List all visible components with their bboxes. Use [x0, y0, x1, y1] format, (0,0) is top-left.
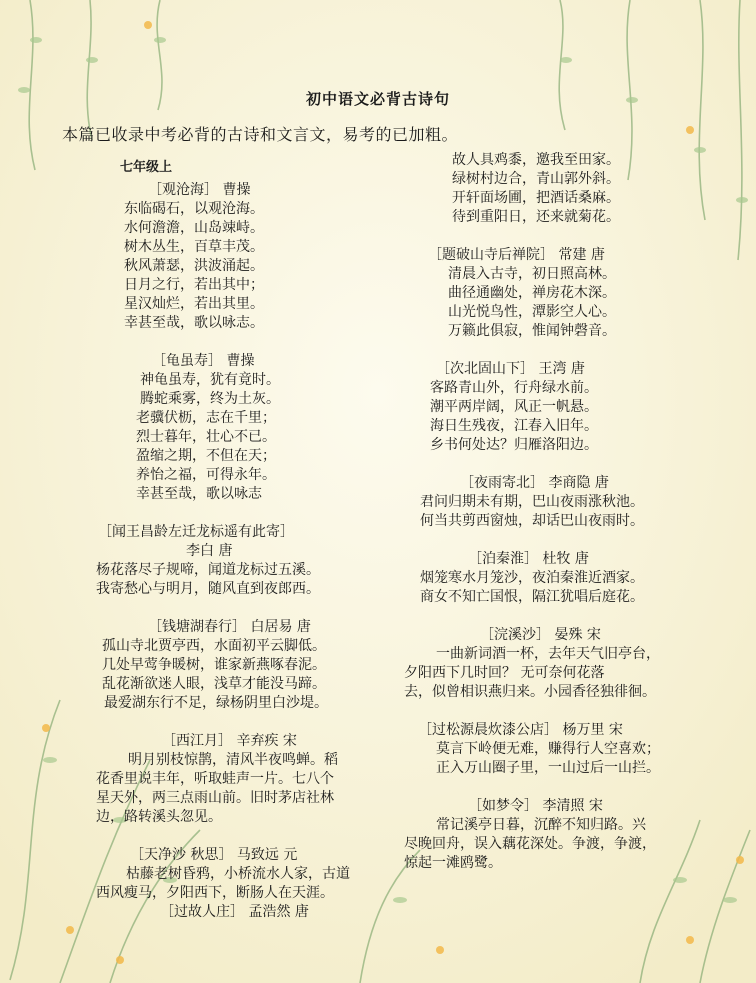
blank-line [0, 607, 660, 626]
poem-line: 最爱湖东行不足，绿杨阴里白沙堤。 [104, 695, 328, 711]
blank-line [0, 531, 660, 550]
poem-line: 星汉灿烂，若出其里。 [124, 296, 264, 312]
poem-line: 商女不知亡国恨，隔江犹唱后庭花。 [420, 589, 644, 605]
poem-line: 清晨入古寺，初日照高林。 [448, 266, 616, 282]
poem-line: 尽晚回舟，误入藕花深处。争渡，争渡， [404, 836, 656, 852]
poem-line: 腾蛇乘雾，终为土灰。 [140, 391, 280, 407]
poem-line: ［过松源晨炊漆公店］ 杨万里 宋 [418, 722, 623, 738]
poem-line: 盈缩之期，不但在天； [136, 448, 276, 464]
poem-line: 秋风萧瑟，洪波涌起。 [124, 258, 264, 274]
poem-line: ［题破山寺后禅院］ 常建 唐 [428, 247, 605, 263]
poem-line: ［夜雨寄北］ 李商隐 唐 [460, 475, 609, 491]
poem-line: 去，似曾相识燕归来。小园香径独徘徊。 [404, 684, 656, 700]
poem-line: 海日生残夜，江春入旧年。 [430, 418, 598, 434]
poem-line: ［西江月］ 辛弃疾 宋 [162, 733, 297, 749]
poem-line: ［天净沙 秋思］ 马致远 元 [130, 847, 298, 863]
poem-line: ［次北固山下］ 王湾 唐 [436, 361, 585, 377]
poem-line: ［泊秦淮］ 杜牧 唐 [468, 551, 589, 567]
intro-paragraph: 本篇已收录中考必背的古诗和文言文，易考的已加粗。 [62, 125, 459, 144]
poem-line: ［浣溪沙］ 晏殊 宋 [480, 627, 601, 643]
poem-line: 故人具鸡黍，邀我至田家。 [452, 152, 620, 168]
poem-line: 乡书何处达？归雁洛阳边。 [430, 437, 598, 453]
poem-line: ［钱塘湖春行］ 白居易 唐 [148, 619, 311, 635]
poem-line: 曲径通幽处，禅房花木深。 [448, 285, 616, 301]
poem-line: 惊起一滩鸥鹭。 [404, 855, 502, 871]
blank-line [0, 341, 660, 360]
poem-line: ［观沧海］ 曹操 [148, 182, 251, 198]
poem-line: 幸甚至哉，歌以咏志 [136, 486, 262, 502]
poem-line: 老骥伏枥，志在千里； [136, 410, 276, 426]
poem-line: 何当共剪西窗烛，却话巴山夜雨时。 [420, 513, 644, 529]
poem-line: 正入万山圈子里，一山过后一山拦。 [436, 760, 660, 776]
poem-line: 星天外，两三点雨山前。旧时茅店社林 [96, 790, 334, 806]
poem-line: 潮平两岸阔，风正一帆悬。 [430, 399, 598, 415]
poem-line: 明月别枝惊鹊，清风半夜鸣蝉。稻 [128, 752, 338, 768]
poem-line: 神龟虽寿，犹有竟时。 [140, 372, 280, 388]
poem-line: 西风瘦马，夕阳西下，断肠人在天涯。 [96, 885, 334, 901]
poem-line: 绿树村边合，青山郭外斜。 [452, 171, 620, 187]
poem-line: 客路青山外，行舟绿水前。 [430, 380, 598, 396]
poem-line: ［如梦令］ 李清照 宋 [468, 798, 603, 814]
blank-line [0, 227, 660, 246]
poem-line: 花香里说丰年，听取蛙声一片。七八个 [96, 771, 334, 787]
poem-line: ［闻王昌龄左迁龙标遥有此寄］ [98, 524, 294, 540]
poem-line: 烈士暮年，壮心不已。 [136, 429, 276, 445]
right-column [0, 151, 660, 873]
poem-line: 边，路转溪头忽见。 [96, 809, 222, 825]
blank-line [0, 455, 660, 474]
poem-line: 杨花落尽子规啼，闻道龙标过五溪。 [96, 562, 320, 578]
poem-line: 孤山寺北贾亭西，水面初平云脚低。 [102, 638, 326, 654]
poem-line: 东临碣石，以观沧海。 [124, 201, 264, 217]
poem-line: ［过故人庄］ 孟浩然 唐 [160, 904, 309, 920]
grade-heading: 七年级上 [120, 160, 173, 175]
poem-line: 开轩面场圃，把酒话桑麻。 [452, 190, 620, 206]
poem-line: 水何澹澹，山岛竦峙。 [124, 220, 264, 236]
poem-line: ［龟虽寿］ 曹操 [152, 353, 255, 369]
poem-line: 山光悦鸟性，潭影空人心。 [448, 304, 616, 320]
page-title: 初中语文必背古诗句 [305, 90, 450, 108]
poem-line: 待到重阳日，还来就菊花。 [452, 209, 620, 225]
blank-line [0, 778, 660, 797]
poem-line: 万籁此俱寂，惟闻钟磬音。 [448, 323, 616, 339]
poem-line: 日月之行，若出其中； [124, 277, 264, 293]
poem-line: 君问归期未有期，巴山夜雨涨秋池。 [420, 494, 644, 510]
poem-line: 李白 唐 [186, 543, 233, 559]
poem-line: 烟笼寒水月笼沙，夜泊秦淮近酒家。 [420, 570, 644, 586]
poem-line: 夕阳西下几时回？ 无可奈何花落 [404, 665, 605, 681]
poem-line: 几处早莺争暖树，谁家新燕啄春泥。 [102, 657, 326, 673]
poem-line: 乱花渐欲迷人眼，浅草才能没马蹄。 [102, 676, 326, 692]
poem-line: 养怡之福，可得永年。 [136, 467, 276, 483]
blank-line [0, 702, 660, 721]
poem-line: 我寄愁心与明月，随风直到夜郎西。 [96, 581, 320, 597]
poem-line: 枯藤老树昏鸦，小桥流水人家，古道 [126, 866, 350, 882]
poem-line: 幸甚至哉，歌以咏志。 [124, 315, 264, 331]
poem-line: 一曲新词酒一杯，去年天气旧亭台， [436, 646, 660, 662]
poem-line: 树木丛生，百草丰茂。 [124, 239, 264, 255]
poem-line: 莫言下岭便无难，赚得行人空喜欢； [436, 741, 660, 757]
poem-line: 常记溪亭日暮，沉醉不知归路。兴 [436, 817, 646, 833]
